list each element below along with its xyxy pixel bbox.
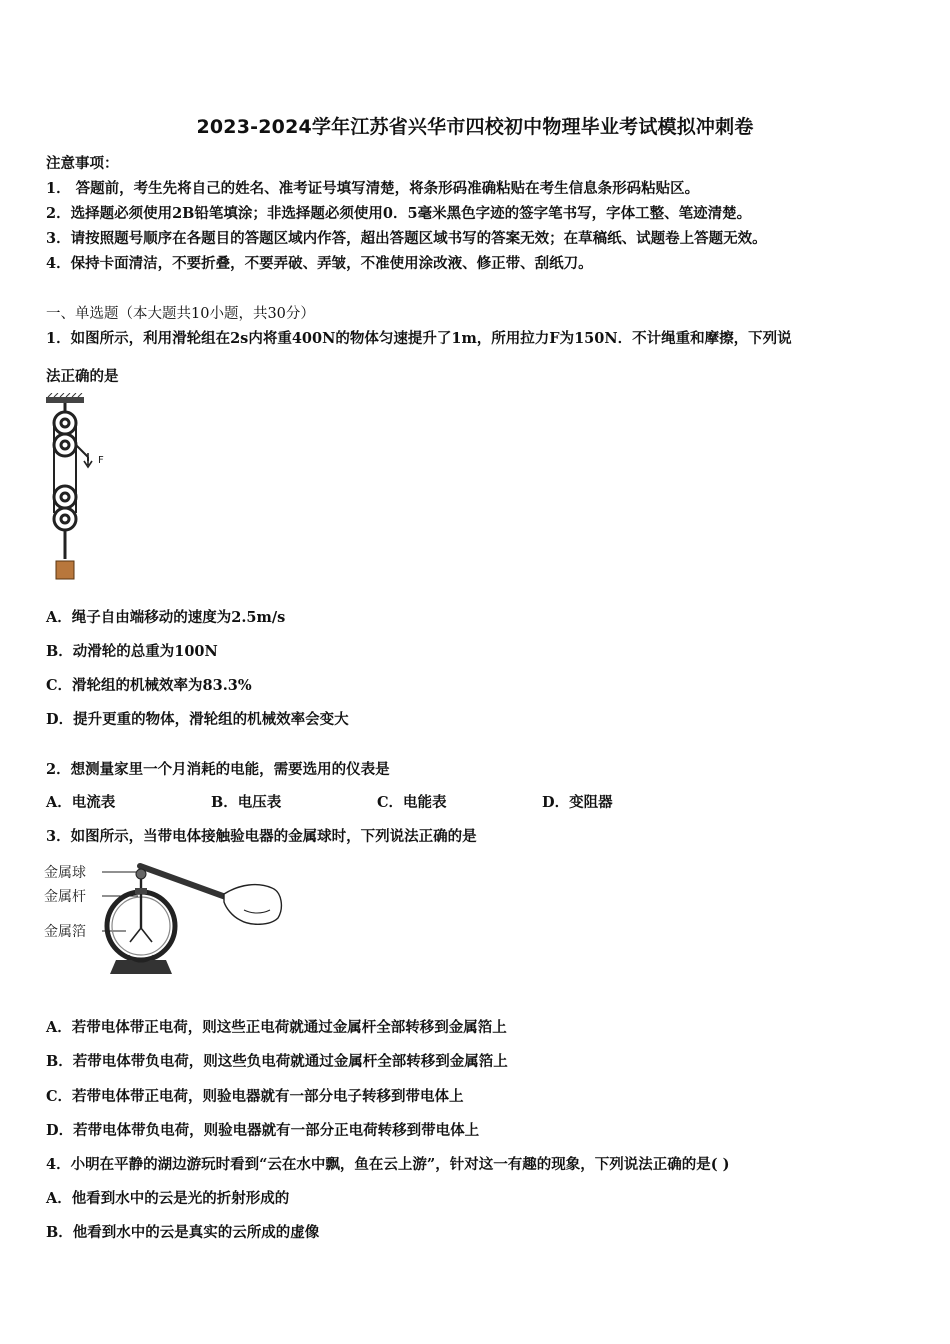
- q3-option-a: A．若带电体带正电荷，则这些正电荷就通过金属杆全部转移到金属箔上: [46, 1019, 507, 1036]
- q3-option-d: D．若带电体带负电荷，则验电器就有一部分正电荷转移到带电体上: [46, 1122, 480, 1139]
- electroscope-figure: [44, 856, 288, 980]
- q2-option-b: B．电压表: [211, 794, 282, 811]
- q2-option-c: C．电能表: [377, 794, 447, 811]
- notice-item: 3．请按照题号顺序在各题目的答题区域内作答，超出答题区域书写的答案无效；在草稿纸、试题卷上答题无效。: [46, 230, 767, 247]
- q1-option-a: A．绳子自由端移动的速度为2.5m/s: [46, 609, 286, 626]
- notice-item: 4．保持卡面清洁，不要折叠，不要弄破、弄皱，不准使用涂改液、修正带、刮纸刀。: [46, 255, 593, 272]
- question-3-text: 3．如图所示，当带电体接触验电器的金属球时，下列说法正确的是: [46, 828, 477, 845]
- fixed-pulleys: [54, 403, 76, 456]
- ceiling-bar: [46, 397, 84, 403]
- q3-option-c: C．若带电体带正电荷，则验电器就有一部分电子转移到带电体上: [46, 1088, 464, 1105]
- ceiling-hatch: [48, 393, 82, 397]
- insulator-plug: [135, 888, 147, 894]
- q4-option-b: B．他看到水中的云是真实的云所成的虚像: [46, 1224, 320, 1241]
- question-1-text-cont: 法正确的是: [46, 368, 119, 385]
- hand-icon: [224, 885, 281, 925]
- metal-foil: [130, 928, 152, 942]
- label-metal-rod: 金属杆: [44, 889, 86, 905]
- q4-option-a: A．他看到水中的云是光的折射形成的: [46, 1190, 290, 1207]
- label-metal-foil: 金属箔: [44, 924, 86, 940]
- metal-ball: [136, 869, 146, 879]
- q1-option-c: C．滑轮组的机械效率为83.3%: [46, 677, 252, 694]
- notice-item: 2．选择题必须使用2B铅笔填涂；非选择题必须使用0．5毫米黑色字迹的签字笔书写，字体工整、笔迹清楚。: [46, 205, 752, 222]
- question-1-text: 1．如图所示，利用滑轮组在2s内将重400N的物体匀速提升了1m，所用拉力F为150N．不计绳重和摩擦，下列说: [46, 330, 792, 347]
- question-2-text: 2．想测量家里一个月消耗的电能，需要选用的仪表是: [46, 761, 390, 778]
- q1-option-d: D．提升更重的物体，滑轮组的机械效率会变大: [46, 711, 349, 728]
- q2-option-d: D．变阻器: [542, 794, 613, 811]
- force-label: F: [98, 455, 104, 466]
- q3-option-b: B．若带电体带负电荷，则这些负电荷就通过金属杆全部转移到金属箔上: [46, 1053, 508, 1070]
- pulley-figure: [40, 393, 120, 585]
- q2-option-a: A．电流表: [46, 794, 116, 811]
- load-block: [56, 561, 74, 579]
- notice-item: 1． 答题前，考生先将自己的姓名、准考证号填写清楚，将条形码准确粘贴在考生信息条形码粘贴区。: [46, 180, 700, 197]
- section-heading: 一、单选题（本大题共10小题，共30分）: [46, 306, 315, 322]
- page-title: 2023-2024学年江苏省兴华市四校初中物理毕业考试模拟冲刺卷: [196, 116, 754, 138]
- label-metal-ball: 金属球: [44, 865, 86, 881]
- movable-pulleys: [54, 486, 76, 559]
- q1-option-b: B．动滑轮的总重为100N: [46, 643, 218, 660]
- question-4-text: 4．小明在平静的湖边游玩时看到“云在水中飘，鱼在云上游”，针对这一有趣的现象，下列说法正确的是( ): [46, 1156, 730, 1173]
- notice-heading: 注意事项：: [46, 155, 119, 172]
